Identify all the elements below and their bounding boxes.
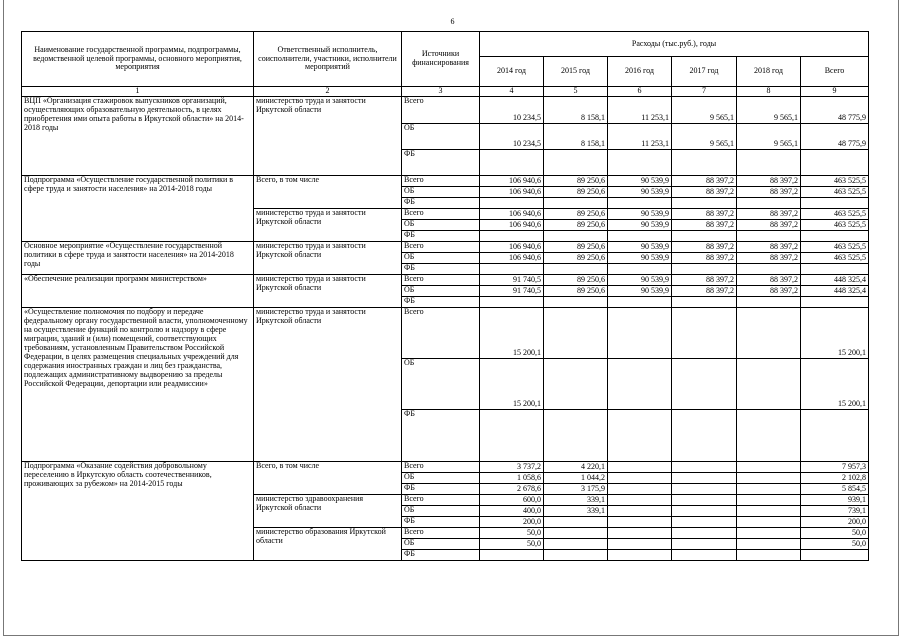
header-name: Наименование государственной программы, подпрограммы, ведомственной целевой программы, основного мероприятия, мероприятия: [22, 32, 254, 87]
value-cell: 89 250,6: [544, 175, 608, 186]
value-cell: 50,0: [480, 527, 544, 538]
value-cell: 9 565,1: [737, 96, 801, 123]
source: ФБ: [402, 483, 480, 494]
col-number: 7: [672, 87, 737, 97]
source: ФБ: [402, 149, 480, 175]
value-cell: 7 957,3: [801, 461, 869, 472]
source: Всего: [402, 461, 480, 472]
value-cell: 15 200,1: [801, 307, 869, 358]
value-cell: 88 397,2: [672, 274, 737, 285]
header-total: Всего: [801, 57, 869, 87]
header-executor: Ответственный исполнитель, соисполнители, участники, исполнители мероприятий: [254, 32, 402, 87]
value-cell: 89 250,6: [544, 241, 608, 252]
header-source: Источники финансирования: [402, 32, 480, 87]
executor: министерство труда и занятости Иркутской области: [254, 208, 402, 241]
value-cell: 106 940,6: [480, 241, 544, 252]
source: Всего: [402, 307, 480, 358]
value-cell: 15 200,1: [480, 358, 544, 409]
program-name: «Обеспечение реализации программ министерством»: [22, 274, 254, 307]
col-number: 5: [544, 87, 608, 97]
source: Всего: [402, 208, 480, 219]
value-cell: 90 539,9: [608, 219, 672, 230]
header-year: 2017 год: [672, 57, 737, 87]
value-cell: 89 250,6: [544, 208, 608, 219]
program-name: Подпрограмма «Осуществление государственной политики в сфере труда и занятости населения» на 2014-2018 годы: [22, 175, 254, 241]
value-cell: 88 397,2: [672, 285, 737, 296]
program-name: Подпрограмма «Оказание содействия добровольному переселению в Иркутскую область соотечественников, проживающих за рубежом» на 2014-2015 годы: [22, 461, 254, 560]
value-cell: 50,0: [480, 538, 544, 549]
value-cell: 5 854,5: [801, 483, 869, 494]
value-cell: 339,1: [544, 505, 608, 516]
source: ФБ: [402, 549, 480, 560]
value-cell: 11 253,1: [608, 123, 672, 149]
value-cell: 91 740,5: [480, 285, 544, 296]
value-cell: 90 539,9: [608, 285, 672, 296]
value-cell: 90 539,9: [608, 175, 672, 186]
executor: министерство труда и занятости Иркутской области: [254, 274, 402, 307]
value-cell: 88 397,2: [672, 252, 737, 263]
value-cell: 8 158,1: [544, 123, 608, 149]
value-cell: 88 397,2: [672, 219, 737, 230]
source: ОБ: [402, 358, 480, 409]
executor: Всего, в том числе: [254, 175, 402, 208]
value-cell: 3 737,2: [480, 461, 544, 472]
value-cell: 10 234,5: [480, 123, 544, 149]
source: Всего: [402, 96, 480, 123]
program-name: «Осуществление полномочия по подбору и передаче федеральному органу государственной власти, уполномоченному на осуществление функций по контролю и надзору в сфере миграции, зданий и (или) помещений, соответствующих требованиям, установленным Правительством Российской Федерации, в целях размещения специальных учреждений для содержания иностранных граждан и лиц без гражданства, подлежащих административному выдворению за пределы Российской Федерации, депортации или реадмиссии»: [22, 307, 254, 461]
value-cell: 88 397,2: [737, 175, 801, 186]
source: Всего: [402, 494, 480, 505]
value-cell: 48 775,9: [801, 123, 869, 149]
value-cell: 89 250,6: [544, 186, 608, 197]
value-cell: 50,0: [801, 538, 869, 549]
value-cell: 339,1: [544, 494, 608, 505]
value-cell: 15 200,1: [801, 358, 869, 409]
value-cell: 1 058,6: [480, 472, 544, 483]
col-number: 3: [402, 87, 480, 97]
value-cell: 106 940,6: [480, 252, 544, 263]
value-cell: 463 525,5: [801, 241, 869, 252]
header-year: 2014 год: [480, 57, 544, 87]
executor: министерство труда и занятости Иркутской области: [254, 96, 402, 175]
value-cell: 10 234,5: [480, 96, 544, 123]
value-cell: 89 250,6: [544, 252, 608, 263]
source: Всего: [402, 527, 480, 538]
source: Всего: [402, 175, 480, 186]
col-number: 8: [737, 87, 801, 97]
source: ФБ: [402, 296, 480, 307]
value-cell: 90 539,9: [608, 186, 672, 197]
value-cell: 48 775,9: [801, 96, 869, 123]
value-cell: 600,0: [480, 494, 544, 505]
value-cell: 9 565,1: [672, 96, 737, 123]
value-cell: 106 940,6: [480, 186, 544, 197]
program-name: Основное мероприятие «Осуществление государственной политики в сфере труда и занятости населения» на 2014-2018 годы: [22, 241, 254, 274]
source: ОБ: [402, 505, 480, 516]
col-number: 6: [608, 87, 672, 97]
value-cell: 88 397,2: [737, 186, 801, 197]
table-row: [22, 241, 869, 252]
source: ОБ: [402, 538, 480, 549]
value-cell: 200,0: [480, 516, 544, 527]
value-cell: 448 325,4: [801, 274, 869, 285]
source: ФБ: [402, 409, 480, 461]
budget-table: [21, 31, 869, 561]
table-row: [22, 461, 869, 472]
value-cell: 89 250,6: [544, 274, 608, 285]
source: ОБ: [402, 123, 480, 149]
header-year: 2015 год: [544, 57, 608, 87]
value-cell: 88 397,2: [737, 219, 801, 230]
value-cell: 88 397,2: [737, 274, 801, 285]
value-cell: 1 044,2: [544, 472, 608, 483]
value-cell: 463 525,5: [801, 208, 869, 219]
table-row: [22, 96, 869, 123]
table-row: [22, 274, 869, 285]
value-cell: 88 397,2: [672, 208, 737, 219]
executor: министерство здравоохранения Иркутской области: [254, 494, 402, 527]
value-cell: 739,1: [801, 505, 869, 516]
executor: министерство труда и занятости Иркутской области: [254, 241, 402, 274]
value-cell: 88 397,2: [737, 241, 801, 252]
value-cell: 463 525,5: [801, 186, 869, 197]
source: ОБ: [402, 285, 480, 296]
value-cell: 88 397,2: [737, 285, 801, 296]
value-cell: 88 397,2: [672, 175, 737, 186]
source: ФБ: [402, 516, 480, 527]
table-row: [22, 175, 869, 186]
executor: Всего, в том числе: [254, 461, 402, 494]
value-cell: 89 250,6: [544, 285, 608, 296]
value-cell: 463 525,5: [801, 175, 869, 186]
value-cell: 106 940,6: [480, 175, 544, 186]
value-cell: 106 940,6: [480, 219, 544, 230]
value-cell: 90 539,9: [608, 252, 672, 263]
value-cell: 8 158,1: [544, 96, 608, 123]
value-cell: 2 102,8: [801, 472, 869, 483]
value-cell: 939,1: [801, 494, 869, 505]
value-cell: 90 539,9: [608, 241, 672, 252]
header-expenses: Расходы (тыс.руб.), годы: [480, 32, 869, 57]
value-cell: 15 200,1: [480, 307, 544, 358]
source: ОБ: [402, 472, 480, 483]
value-cell: 88 397,2: [672, 186, 737, 197]
value-cell: 91 740,5: [480, 274, 544, 285]
value-cell: 9 565,1: [672, 123, 737, 149]
value-cell: 448 325,4: [801, 285, 869, 296]
program-name: ВЦП «Организация стажировок выпускников организаций, осуществляющих образовательную деятельность, в целях приобретения ими опыта работы в Иркутской области» на 2014-2018 годы: [22, 96, 254, 175]
value-cell: 200,0: [801, 516, 869, 527]
col-number: 1: [22, 87, 254, 97]
col-number: 2: [254, 87, 402, 97]
value-cell: 4 220,1: [544, 461, 608, 472]
source: ФБ: [402, 197, 480, 208]
table-row: [22, 307, 869, 358]
value-cell: 90 539,9: [608, 208, 672, 219]
value-cell: 400,0: [480, 505, 544, 516]
value-cell: 9 565,1: [737, 123, 801, 149]
source: ФБ: [402, 263, 480, 274]
col-number: 9: [801, 87, 869, 97]
source: ОБ: [402, 252, 480, 263]
source: Всего: [402, 274, 480, 285]
value-cell: 2 678,6: [480, 483, 544, 494]
value-cell: 89 250,6: [544, 219, 608, 230]
value-cell: 90 539,9: [608, 274, 672, 285]
value-cell: 11 253,1: [608, 96, 672, 123]
value-cell: 88 397,2: [737, 252, 801, 263]
value-cell: 463 525,5: [801, 219, 869, 230]
value-cell: 106 940,6: [480, 208, 544, 219]
col-number: 4: [480, 87, 544, 97]
value-cell: 3 175,9: [544, 483, 608, 494]
value-cell: 463 525,5: [801, 252, 869, 263]
value-cell: 88 397,2: [672, 241, 737, 252]
source: ФБ: [402, 230, 480, 241]
header-year: 2018 год: [737, 57, 801, 87]
header-year: 2016 год: [608, 57, 672, 87]
value-cell: 88 397,2: [737, 208, 801, 219]
executor: министерство образования Иркутской области: [254, 527, 402, 560]
source: ОБ: [402, 219, 480, 230]
source: ОБ: [402, 186, 480, 197]
executor: министерство труда и занятости Иркутской области: [254, 307, 402, 461]
value-cell: 50,0: [801, 527, 869, 538]
page-number: 6: [450, 17, 455, 26]
source: Всего: [402, 241, 480, 252]
